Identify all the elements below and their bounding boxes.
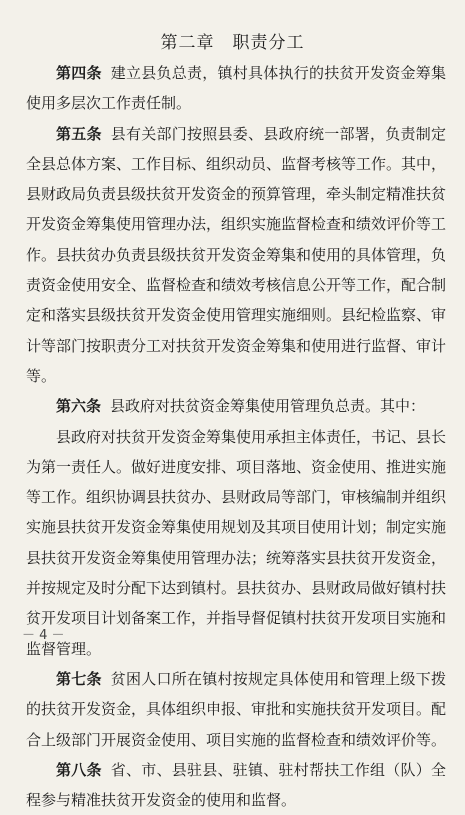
chapter-title: 第二章 职责分工 (160, 33, 305, 53)
article-text: 贫困人口所在镇村按规定具体使用和管理上级下拨的扶贫开发资金，具体组织申报、审批和实施扶贫开发项目。配合上级部门开展资金使用、项目实施的监督检查和绩效评价等。 (26, 669, 447, 749)
article-6 (26, 391, 446, 421)
article-label: 第四条 (56, 64, 102, 82)
article-label: 第七条 (56, 669, 102, 688)
article-label: 第八条 (56, 760, 102, 779)
page-number: － 4 － (22, 628, 65, 643)
article-text: 建立县负总责，镇村具体执行的扶贫开发资金筹集使用多层次工作责任制。 (26, 64, 446, 113)
article-4 (26, 58, 446, 119)
article-label: 第五条 (56, 124, 102, 143)
article-6-paragraph (26, 422, 446, 664)
article-5 (26, 119, 446, 392)
article-7 (26, 664, 446, 755)
article-text: 县有关部门按照县委、县政府统一部署，负责制定全县总体方案、工作目标、组织动员、监督考核等工作。其中，县财政局负责县级扶贫开发资金的预算管理，牵头制定精准扶贫开发资金筹集使用管理办法，组织实施监督检查和绩效评价等工作。县扶贫办负责县级扶贫开发资金筹集和使用的具体管理，负责资金使用安全、监督检查和绩效考核信息公开等工作，配合制定和落实县级扶贫开发资金使用管理实施细则。县纪检监察、审计等部门按职责分工对扶贫开发资金筹集和使用进行监督、审计等。 (26, 124, 447, 385)
article-text: 省、市、县驻县、驻镇、驻村帮扶工作组（队）全程参与精准扶贫开发资金的使用和监督。 (26, 760, 446, 810)
article-text: 县政府对扶贫资金筹集使用管理负总责。其中： (110, 397, 426, 416)
article-text: 县政府对扶贫开发资金筹集使用承担主体责任，书记、县长为第一责任人。做好进度安排、项目落地、资金使用、推进实施等工作。组织协调县扶贫办、县财政局等部门，审核编制并组织实施县扶贫开发资金筹集使用规划及其项目使用计划；制定实施县扶贫开发资金筹集使用管理办法；统筹落实县扶贫开发资金，并按规定及时分配下达到镇村。县扶贫办、县财政局做好镇村扶贫开发项目计划备案工作，并指导督促镇村扶贫开发项目实施和监督管理。 (26, 427, 447, 658)
article-8 (26, 755, 446, 815)
document-body (26, 58, 446, 815)
article-label: 第六条 (56, 397, 102, 416)
